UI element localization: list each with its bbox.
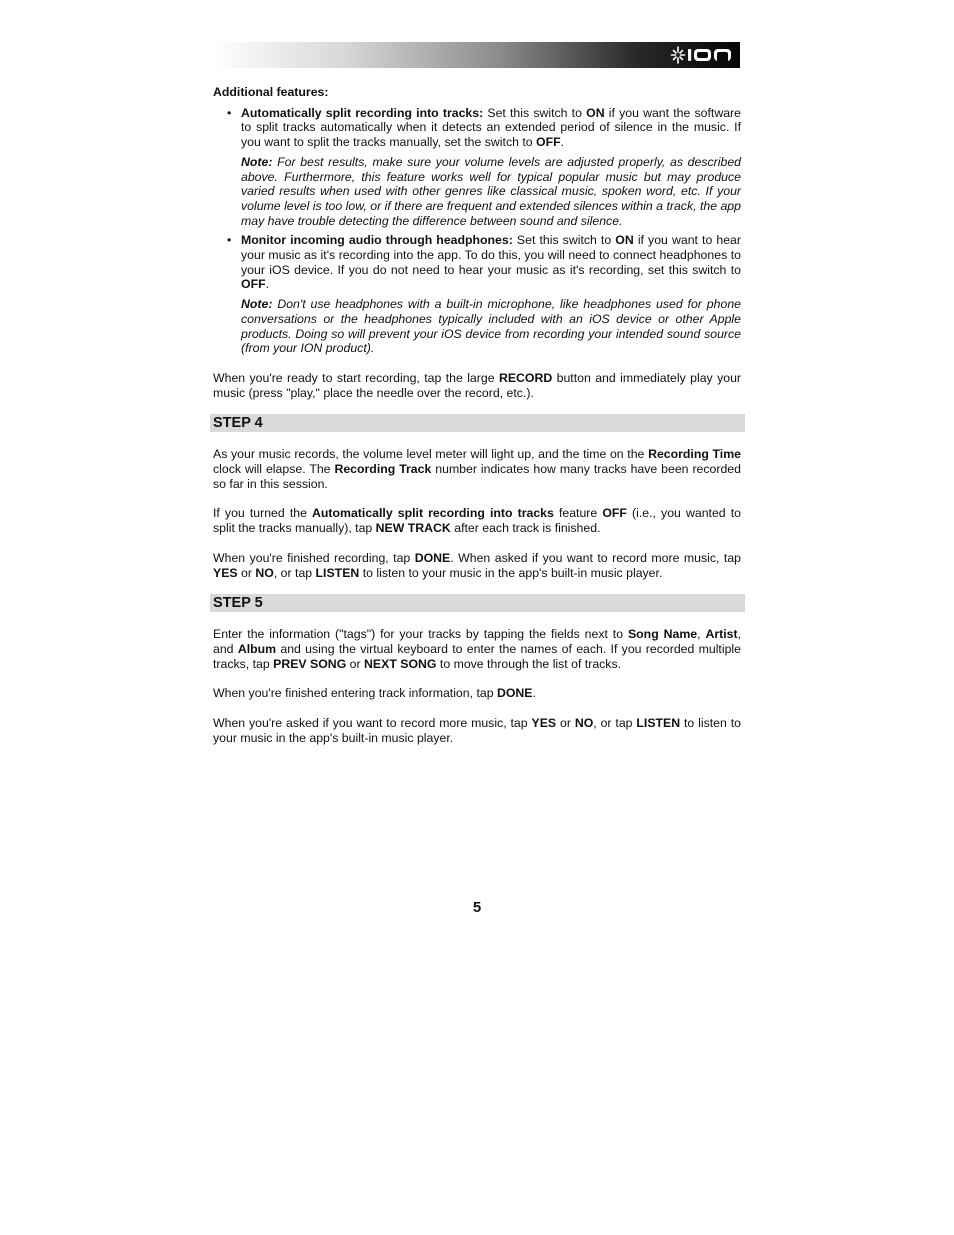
step-4-heading: STEP 4 [210, 414, 745, 432]
additional-features-heading: Additional features: [213, 85, 329, 99]
step-4-paragraph-1: As your music records, the volume level meter will light up, and the time on the Recording Time clock will elapse. The Recording Track number indicates how many tracks have been recorded so far in this session. [213, 447, 741, 491]
page-number: 5 [472, 899, 482, 916]
features-list [213, 106, 741, 356]
ion-logo-icon [670, 45, 734, 65]
ready-paragraph: When you're ready to start recording, tap the large RECORD button and immediately play your music (press "play," place the needle over the record, etc.). [213, 370, 741, 400]
step-4-paragraph-3: When you're finished recording, tap DONE. When asked if you want to record more music, tap YES or NO, or tap LISTEN to listen to your music in the app's built-in music player. [213, 550, 741, 580]
feature-description: Automatically split recording into tracks: Set this switch to ON if you want the software to split tracks automatically when it detects an extended period of silence in the music. If you want to split the tracks manually, set the switch to OFF. [241, 105, 741, 150]
bullet-icon: • [227, 105, 232, 120]
note: Note: Don't use headphones with a built-in microphone, like headphones used for phone conversations or the headphones typically included with an iOS device or other Apple products. Doing so will prevent your iOS device from recording your intended sound source (from your ION product). [241, 297, 741, 356]
feature-description: Monitor incoming audio through headphones: Set this switch to ON if you want to hear your music as it's recording into the app. To do this, you will need to connect headphones to your iOS device. If you do not need to hear your music as it's recording, set this switch to OFF. [241, 233, 741, 292]
page-content [213, 84, 741, 746]
header-bar [212, 42, 740, 68]
step-5-paragraph-1: Enter the information ("tags") for your tracks by tapping the fields next to Song Name, Artist, and Album and using the virtual keyboard to enter the names of each. If you recorded multiple tracks, tap PREV SONG or NEXT SONG to move through the list of tracks. [213, 627, 741, 671]
step-5-heading: STEP 5 [210, 594, 745, 612]
step-4-paragraph-2: If you turned the Automatically split recording into tracks feature OFF (i.e., you wanted to split the tracks manually), tap NEW TRACK after each track is finished. [213, 506, 741, 536]
list-item [213, 233, 741, 356]
list-item [213, 106, 741, 229]
bullet-icon: • [227, 233, 232, 248]
step-5-paragraph-2: When you're finished entering track information, tap DONE. [213, 686, 536, 701]
note: Note: For best results, make sure your volume levels are adjusted properly, as described above. Furthermore, this feature works well for typical popular music but may produce varied results when used with other genres like classical music, spoken word, etc. If your volume level is too low, or if there are frequent and extended silences within a track, the app may have trouble detecting the difference between sound and silence. [241, 154, 741, 228]
step-5-paragraph-3: When you're asked if you want to record more music, tap YES or NO, or tap LISTEN to listen to your music in the app's built-in music player. [213, 716, 742, 745]
